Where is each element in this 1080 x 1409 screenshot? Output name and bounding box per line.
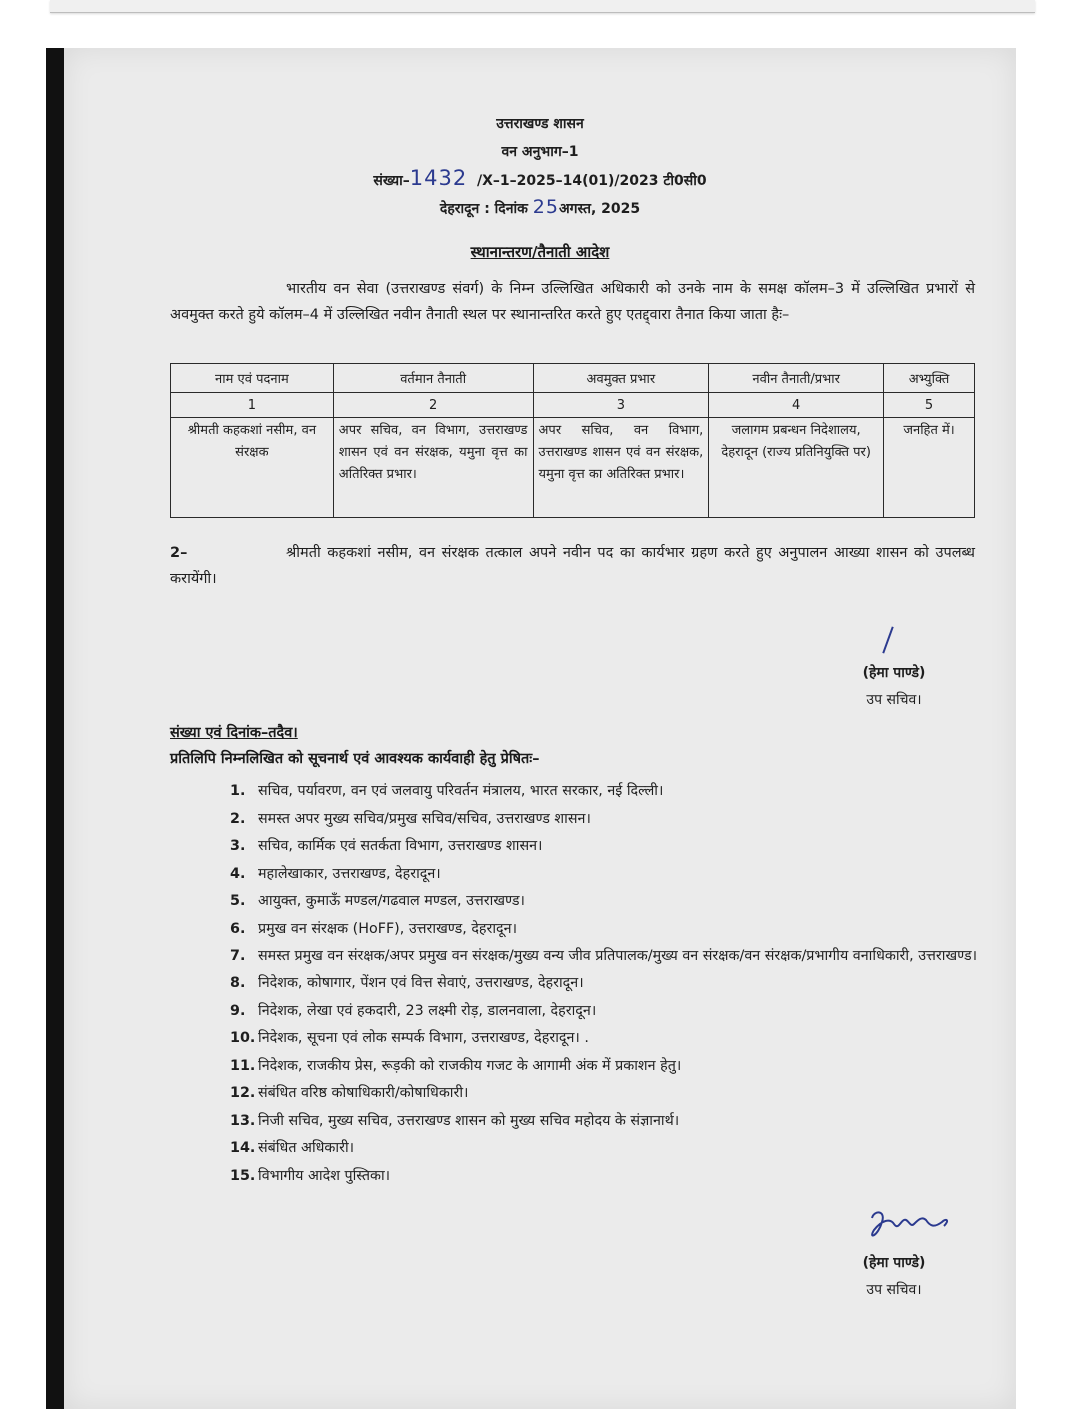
table-header-row bbox=[171, 364, 975, 393]
signatory-name: (हेमा पाण्डे) bbox=[862, 665, 926, 681]
initial-mark bbox=[882, 627, 893, 654]
date-suffix: अगस्त, 2025 bbox=[558, 201, 641, 217]
table-number-row bbox=[171, 393, 975, 418]
list-item: 5. आयुक्त, कुमाऊँ मण्डल/गढवाल मण्डल, उत्तराखण्ड। bbox=[230, 893, 525, 909]
intro-paragraph: भारतीय वन सेवा (उत्तराखण्ड संवर्ग) के निम्न उल्लिखित अधिकारी को उनके नाम के समक्ष कॉलम–3 में उल्लिखित प्रभारों से अवमुक्त करते हुये कॉलम–4 में उल्लिखित नवीन तैनाती स्थल पर स्थानान्तरित करते हुए एतद्द्वारा तैनात किया जाता हैः– bbox=[170, 281, 975, 323]
table-row bbox=[171, 418, 975, 518]
list-item: 1. सचिव, पर्यावरण, वन एवं जलवायु परिवर्तन मंत्रालय, भारत सरकार, नई दिल्ली। bbox=[230, 783, 664, 799]
column-number: 4 bbox=[709, 393, 884, 418]
list-item: 14. संबंधित अधिकारी। bbox=[230, 1140, 355, 1156]
order-title: स्थानान्तरण/तैनाती आदेश bbox=[470, 243, 610, 261]
remarks-cell: जनहित में। bbox=[884, 418, 975, 518]
signatory-designation: उप सचिव। bbox=[866, 692, 922, 708]
signatory-name: (हेमा पाण्डे) bbox=[862, 1255, 926, 1271]
list-item: 4. महालेखाकार, उत्तराखण्ड, देहरादून। bbox=[230, 865, 441, 882]
header-new-posting: नवीन तैनाती/प्रभार bbox=[709, 364, 884, 393]
column-number: 2 bbox=[333, 393, 533, 418]
header-relieved-charge: अवमुक्त प्रभार bbox=[533, 364, 709, 393]
new-posting-cell: जलागम प्रबन्धन निदेशालय, देहरादून (राज्य प्रतिनियुक्ति पर) bbox=[709, 418, 884, 518]
list-item: 2. समस्त अपर मुख्य सचिव/प्रमुख सचिव/सचिव, उत्तराखण्ड शासन। bbox=[230, 810, 591, 827]
previous-page-edge bbox=[50, 0, 1035, 13]
para2-number: 2– bbox=[170, 545, 188, 561]
signatory-block-2 bbox=[834, 1253, 954, 1299]
list-item: 6. प्रमुख वन संरक्षक (HoFF), उत्तराखण्ड, देहरादून। bbox=[230, 920, 517, 937]
officer-name-cell: श्रीमती कहकशां नसीम, वन संरक्षक bbox=[171, 418, 334, 518]
list-item: 13. निजी सचिव, मुख्य सचिव, उत्तराखण्ड शासन को मुख्य सचिव महोदय के संज्ञानार्थ। bbox=[230, 1112, 680, 1129]
handwritten-signature bbox=[864, 1206, 954, 1246]
list-item: 7. समस्त प्रमुख वन संरक्षक/अपर प्रमुख वन संरक्षक/मुख्य वन्य जीव प्रतिपालक/मुख्य वन संरक्षक/वन संरक्षक/प्रभागीय वनाधिकारी, उत्तराखण्ड। bbox=[230, 948, 978, 964]
order-number-suffix: /X–1–2025–14(01)/2023 टी0सी0 bbox=[477, 173, 707, 189]
relieved-charge-cell: अपर सचिव, वन विभाग, उत्तराखण्ड शासन एवं वन संरक्षक, यमुना वृत्त का अतिरिक्त प्रभार। bbox=[533, 418, 709, 518]
header-name-designation: नाम एवं पदनाम bbox=[171, 364, 334, 393]
handwritten-order-number: 1432 bbox=[409, 166, 468, 190]
copy-heading: प्रतिलिपि निम्नलिखित को सूचनार्थ एवं आवश्यक कार्यवाही हेतु प्रेषितः– bbox=[170, 751, 540, 767]
order-number-prefix: संख्या– bbox=[373, 173, 410, 189]
copy-recipient-list bbox=[230, 778, 980, 1190]
column-number: 5 bbox=[884, 393, 975, 418]
page-left-shadow bbox=[46, 48, 66, 1409]
signatory-block-1 bbox=[834, 663, 954, 709]
list-item: 10. निदेशक, सूचना एवं लोक सम्पर्क विभाग, उत्तराखण्ड, देहरादून। . bbox=[230, 1030, 589, 1046]
document-page bbox=[64, 48, 1016, 1409]
list-item: 9. निदेशक, लेखा एवं हकदारी, 23 लक्ष्मी रोड़, डालनवाला, देहरादून। bbox=[230, 1002, 597, 1019]
list-item: 8. निदेशक, कोषागार, पेंशन एवं वित्त सेवाएं, उत्तराखण्ड, देहरादून। bbox=[230, 975, 584, 991]
column-number: 1 bbox=[171, 393, 334, 418]
list-item: 11. निदेशक, राजकीय प्रेस, रूड़की को राजकीय गजट के आगामी अंक में प्रकाशन हेतु। bbox=[230, 1057, 682, 1074]
header-current-posting: वर्तमान तैनाती bbox=[333, 364, 533, 393]
handwritten-date: 25 bbox=[532, 196, 559, 218]
list-item: 15. विभागीय आदेश पुस्तिका। bbox=[230, 1167, 391, 1184]
order-number-line bbox=[64, 166, 1016, 190]
para2-text: श्रीमती कहकशां नसीम, वन संरक्षक तत्काल अपने नवीन पद का कार्यभार ग्रहण करते हुए अनुपालन आख्या शासन को उपलब्ध करायेंगी। bbox=[170, 545, 975, 587]
list-item: 3. सचिव, कार्मिक एवं सतर्कता विभाग, उत्तराखण्ड शासन। bbox=[230, 838, 543, 854]
place-date-line bbox=[64, 196, 1016, 218]
list-item: 12. संबंधित वरिष्ठ कोषाधिकारी/कोषाधिकारी। bbox=[230, 1085, 469, 1101]
column-number: 3 bbox=[533, 393, 709, 418]
government-name: उत्तराखण्ड शासन bbox=[496, 116, 584, 132]
section-name: वन अनुभाग–1 bbox=[501, 144, 579, 160]
current-posting-cell: अपर सचिव, वन विभाग, उत्तराखण्ड शासन एवं वन संरक्षक, यमुना वृत्त का अतिरिक्त प्रभार। bbox=[333, 418, 533, 518]
header-remarks: अभ्युक्ति bbox=[884, 364, 975, 393]
signatory-designation: उप सचिव। bbox=[866, 1282, 922, 1298]
copy-reference: संख्या एवं दिनांक–तदैव। bbox=[170, 725, 298, 741]
place-date-prefix: देहरादून : दिनांक bbox=[439, 201, 528, 217]
transfer-table bbox=[170, 363, 975, 518]
